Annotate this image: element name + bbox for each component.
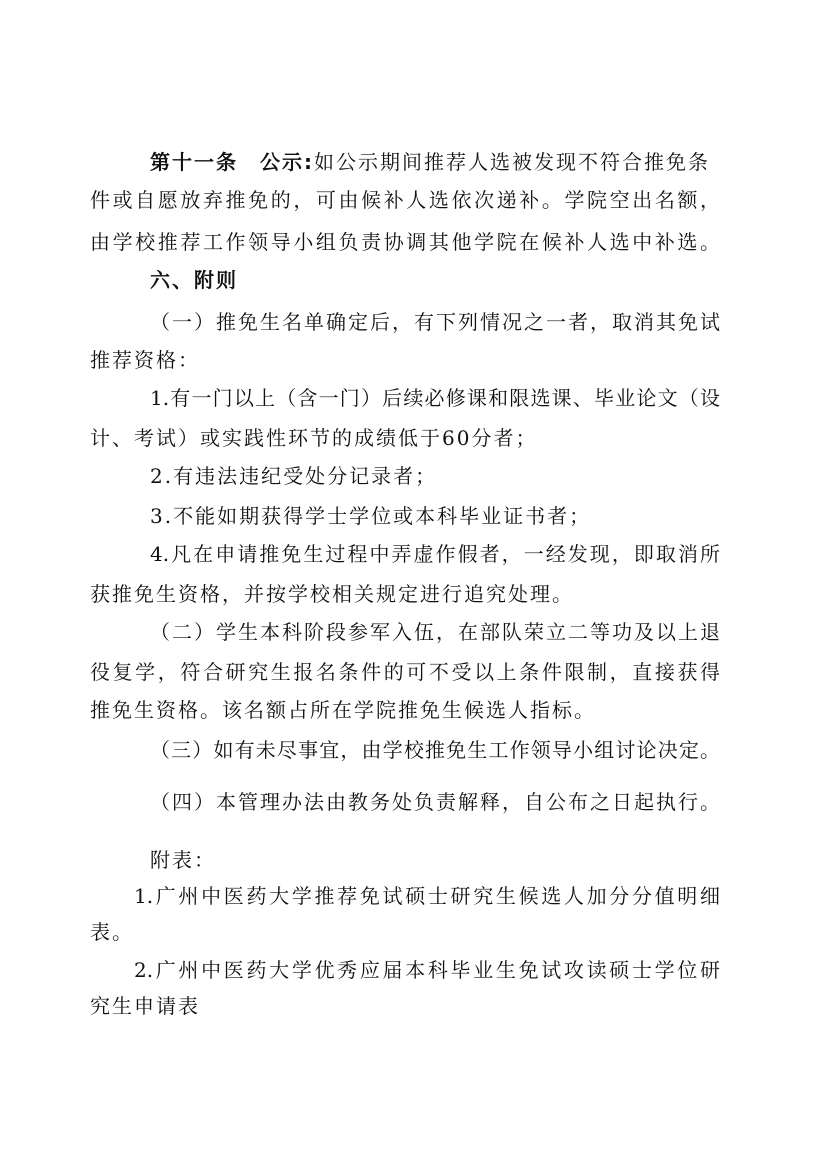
list-item-2: 2.有违法违纪受处分记录者； (150, 464, 438, 488)
article-11-label: 公示: (260, 150, 314, 174)
section-6-title: 六、附则 (150, 268, 238, 292)
list-item-4-line-2: 获推免生资格，并按学校相关规定进行追究处理。 (90, 582, 574, 606)
list-item-1-line-2: 计、考试）或实践性环节的成绩低于60分者； (90, 426, 538, 450)
clause-4: （四）本管理办法由教务处负责解释，自公布之日起执行。 (150, 790, 720, 814)
appendix-item-1-line-1: 1.广州中医药大学推荐免试硕士研究生候选人加分分值明细 (134, 884, 720, 908)
appendix-item-2-line-1: 2.广州中医药大学优秀应届本科毕业生免试攻读硕士学位研 (134, 958, 720, 982)
list-item-3: 3.不能如期获得学士学位或本科毕业证书者； (150, 504, 592, 528)
article-11-line-1 (150, 148, 720, 176)
article-11-line-2: 件或自愿放弃推免的，可由候补人选依次递补。学院空出名额， (90, 188, 720, 212)
article-11-line-3: 由学校推荐工作领导小组负责协调其他学院在候补人选中补选。 (90, 230, 720, 254)
clause-2-line-3: 推免生资格。该名额占所在学院推免生候选人指标。 (90, 698, 596, 722)
clause-2-line-2: 役复学，符合研究生报名条件的可不受以上条件限制，直接获得 (90, 660, 720, 684)
appendix-item-2-line-2: 究生申请表 (90, 994, 200, 1018)
article-11-heading: 第十一条 (150, 150, 238, 174)
clause-2-line-1: （二）学生本科阶段参军入伍，在部队荣立二等功及以上退 (150, 620, 720, 644)
list-item-1-line-1: 1.有一门以上（含一门）后续必修课和限选课、毕业论文（设 (150, 386, 720, 410)
article-11-text: 如公示期间推荐人选被发现不符合推免条 (314, 150, 710, 174)
clause-1-line-1: （一）推免生名单确定后，有下列情况之一者，取消其免试 (150, 310, 720, 334)
appendix-item-1-line-2: 表。 (90, 920, 134, 944)
clause-3: （三）如有未尽事宜，由学校推免生工作领导小组讨论决定。 (150, 738, 720, 762)
appendix-title: 附表： (150, 848, 216, 872)
list-item-4-line-1: 4.凡在申请推免生过程中弄虚作假者，一经发现，即取消所 (150, 542, 720, 566)
clause-1-line-2: 推荐资格： (90, 348, 200, 372)
